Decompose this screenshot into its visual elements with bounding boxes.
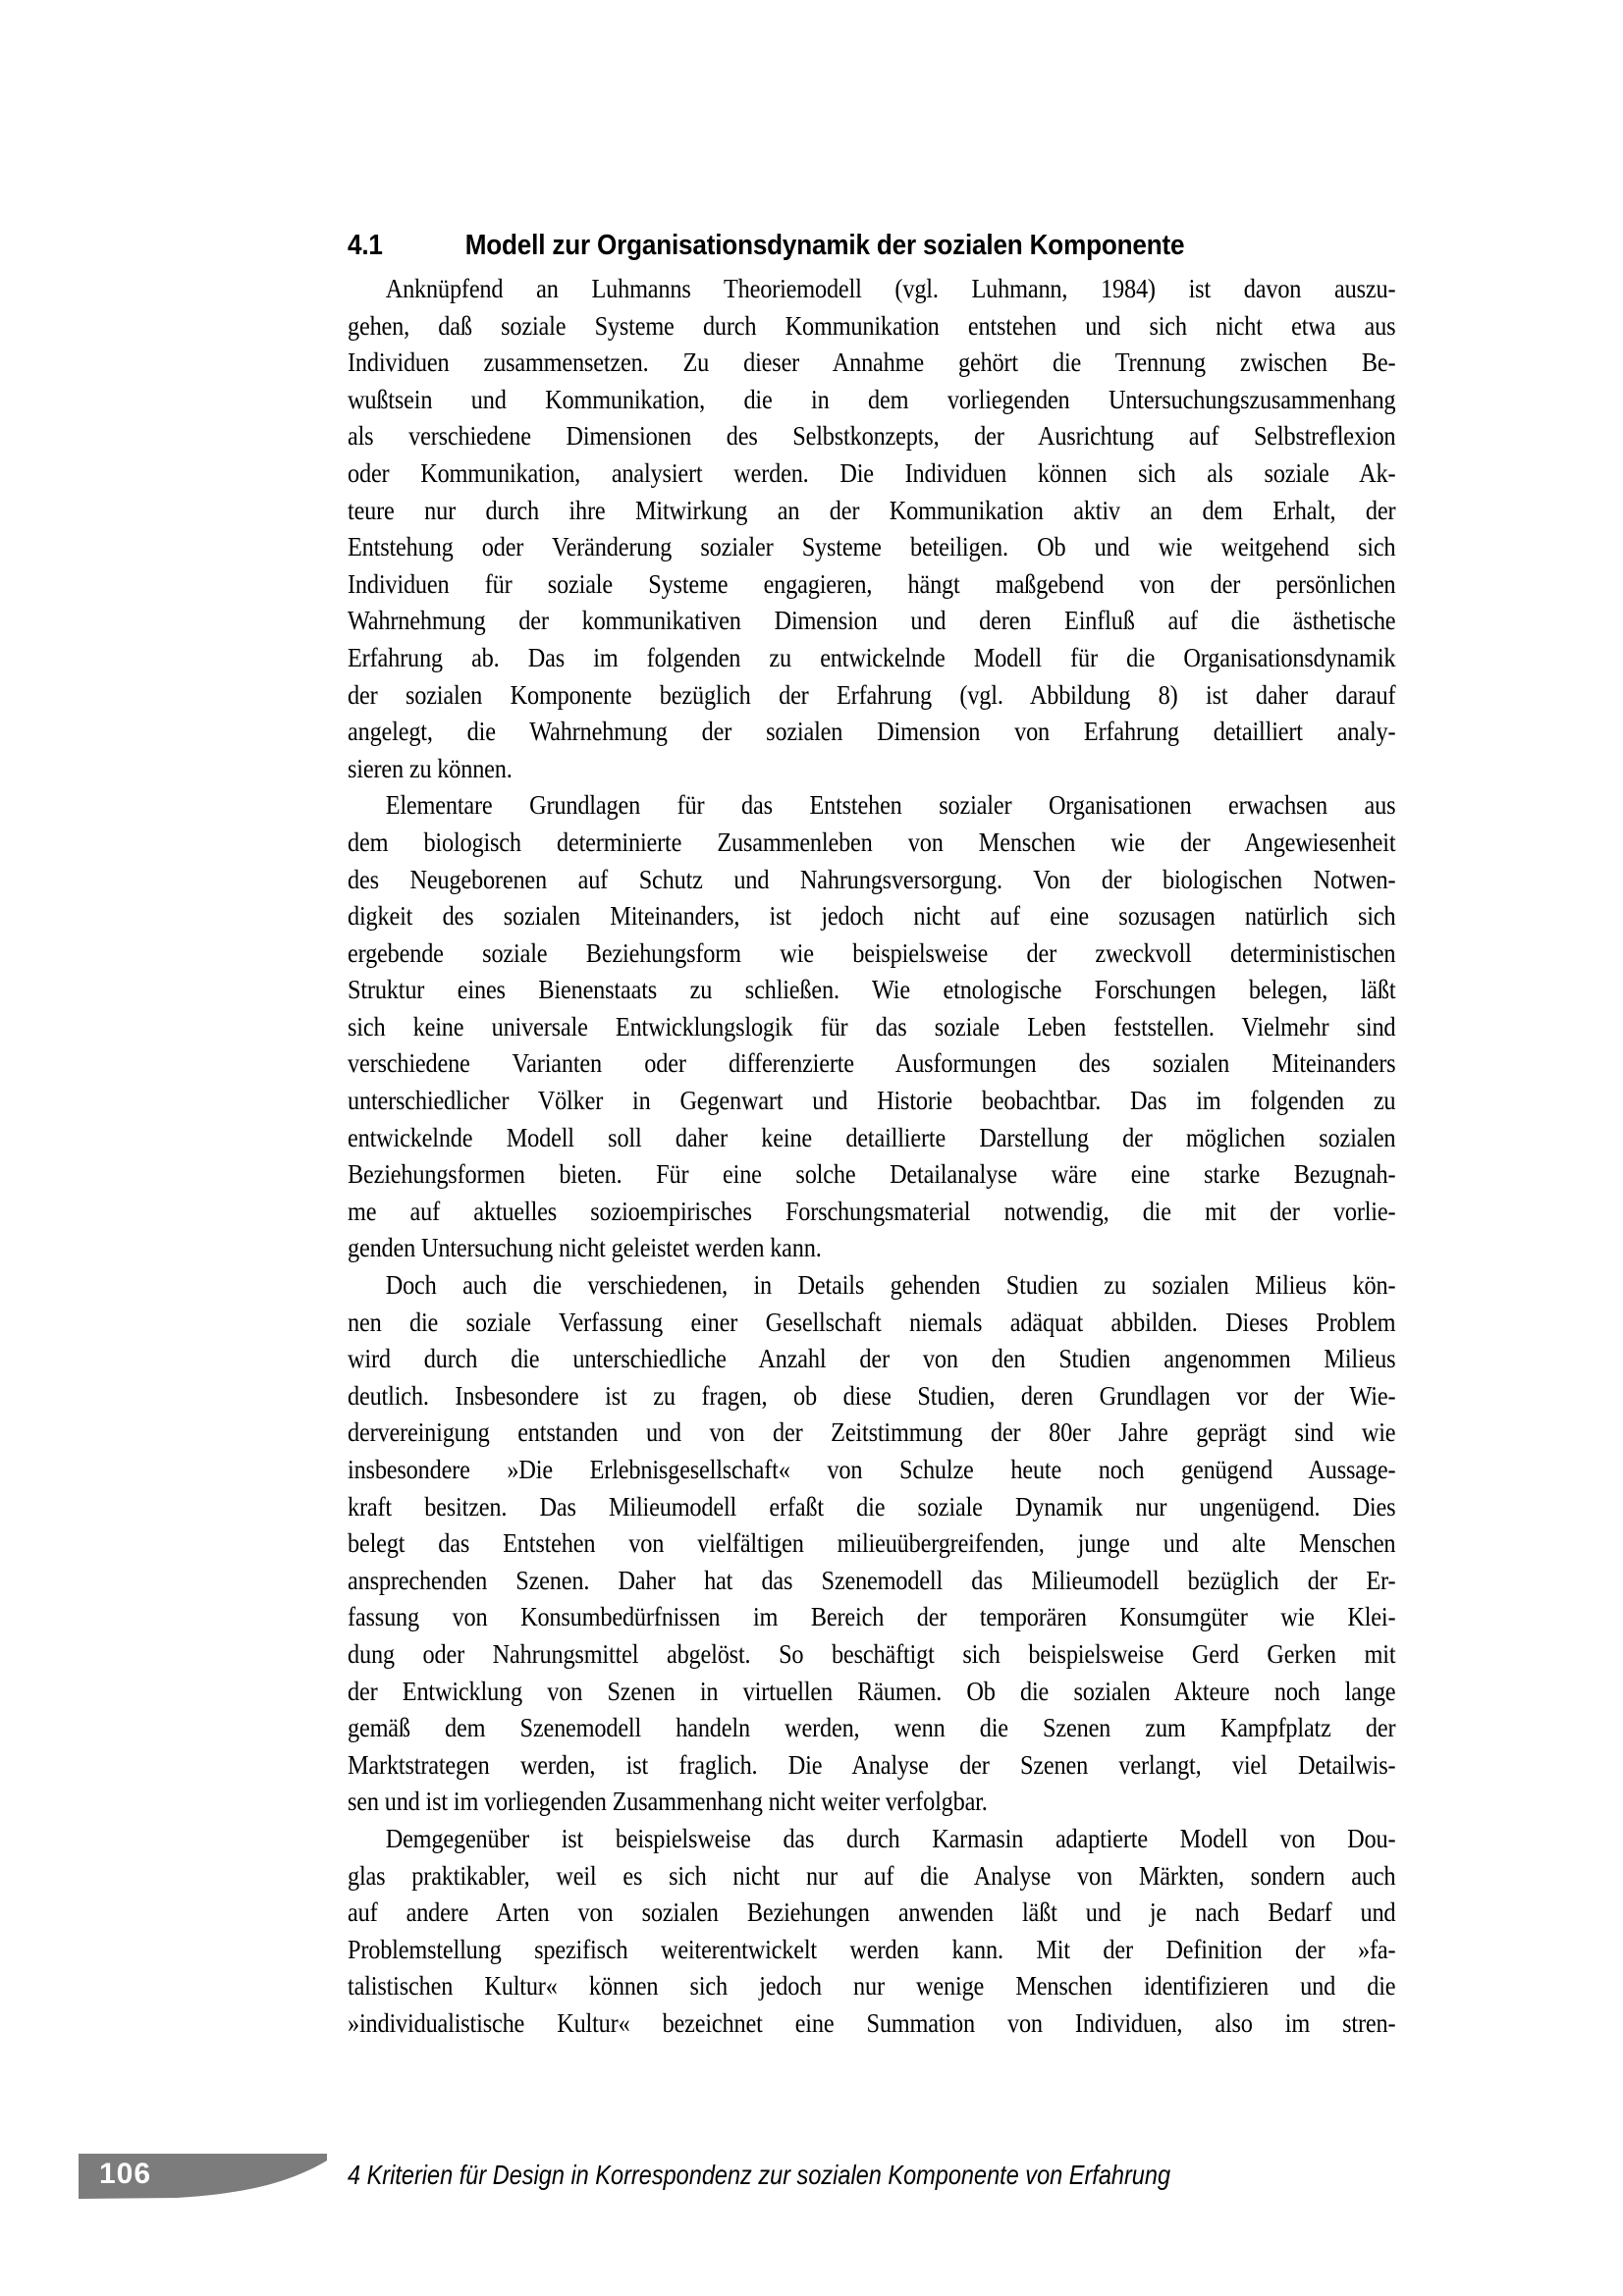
text-line: digkeit des sozialen Miteinanders, ist jedoch nicht auf eine sozusagen natürlich sich	[348, 901, 1396, 932]
text-line: ansprechenden Szenen. Daher hat das Szenemodell das Milieumodell bezüglich der Er-	[348, 1565, 1396, 1595]
text-line: Individuen für soziale Systeme engagieren, hängt maßgebend von der persönlichen	[348, 568, 1396, 599]
text-line: verschiedene Varianten oder differenzierte Ausformungen des sozialen Miteinanders	[348, 1048, 1396, 1079]
text-line: nen die soziale Verfassung einer Gesellschaft niemals adäquat abbilden. Dieses Problem	[348, 1307, 1396, 1337]
text-line: Anknüpfend an Luhmanns Theoriemodell (vgl. Luhmann, 1984) ist davon auszu-	[385, 274, 1396, 303]
text-line: Marktstrategen werden, ist fraglich. Die Analyse der Szenen verlangt, viel Detailwis-	[348, 1749, 1396, 1780]
text-line: Wahrnehmung der kommunikativen Dimension und deren Einfluß auf die ästhetische	[348, 606, 1396, 636]
text-line: Problemstellung spezifisch weiterentwickelt werden kann. Mit der Definition der »fa-	[348, 1934, 1396, 1964]
text-line: kraft besitzen. Das Milieumodell erfaßt die soziale Dynamik nur ungenügend. Dies	[348, 1491, 1396, 1522]
text-line: der sozialen Komponente bezüglich der Erfahrung (vgl. Abbildung 8) ist daher darauf	[348, 679, 1396, 710]
text-line: sen und ist im vorliegenden Zusammenhang nicht weiter verfolgbar.	[348, 1787, 988, 1817]
section-heading	[348, 230, 1390, 262]
text-line: insbesondere »Die Erlebnisgesellschaft« von Schulze heute noch genügend Aussage-	[348, 1455, 1396, 1484]
page-number: 106	[99, 2158, 152, 2190]
text-line: des Neugeborenen auf Schutz und Nahrungsversorgung. Von der biologischen Notwen-	[348, 864, 1396, 894]
section-number: 4.1	[348, 230, 383, 261]
section-title: Modell zur Organisationsdynamik der sozialen Komponente	[464, 230, 1185, 261]
text-line: ergebende soziale Beziehungsform wie beispielsweise der zweckvoll deterministischen	[348, 937, 1396, 968]
text-line: Erfahrung ab. Das im folgenden zu entwickelnde Modell für die Organisationsdynamik	[348, 642, 1396, 672]
text-line: glas praktikabler, weil es sich nicht nur auf die Analyse von Märkten, sondern auch	[348, 1860, 1396, 1891]
text-line: angelegt, die Wahrnehmung der sozialen Dimension von Erfahrung detailliert analy-	[348, 717, 1396, 747]
text-line: belegt das Entstehen von vielfältigen milieuübergreifenden, junge und alte Menschen	[348, 1528, 1396, 1559]
footer-chapter-title: 4 Kriterien für Design in Korrespondenz zur sozialen Komponente von Erfahrung	[348, 2160, 1171, 2190]
text-line: dervereinigung entstanden und von der Zeitstimmung der 80er Jahre geprägt sind wie	[348, 1417, 1396, 1448]
text-line: als verschiedene Dimensionen des Selbstkonzepts, der Ausrichtung auf Selbstreflexion	[348, 421, 1396, 452]
text-line: sieren zu können.	[348, 753, 513, 783]
text-line: Struktur eines Bienenstaats zu schließen. Wie etnologische Forschungen belegen, läßt	[348, 975, 1396, 1005]
text-line: entwickelnde Modell soll daher keine detaillierte Darstellung der möglichen sozialen	[348, 1122, 1396, 1152]
text-line: dem biologisch determinierte Zusammenleben von Menschen wie der Angewiesenheit	[348, 827, 1396, 857]
text-line: der Entwicklung von Szenen in virtuellen Räumen. Ob die sozialen Akteure noch lange	[348, 1676, 1396, 1706]
text-line: Beziehungsformen bieten. Für eine solche Detailanalyse wäre eine starke Bezugnah-	[348, 1159, 1396, 1190]
text-line: Demgegenüber ist beispielsweise das durch Karmasin adaptierte Modell von Dou-	[385, 1823, 1396, 1853]
text-line: Entstehung oder Veränderung sozialer Systeme beteiligen. Ob und wie weitgehend sich	[348, 532, 1396, 562]
body-text	[348, 271, 1395, 2043]
text-line: unterschiedlicher Völker in Gegenwart und Historie beobachtbar. Das im folgenden zu	[348, 1086, 1396, 1116]
text-line: gemäß dem Szenemodell handeln werden, wenn die Szenen zum Kampfplatz der	[348, 1713, 1396, 1743]
text-line: »individualistische Kultur« bezeichnet eine Summation von Individuen, also im stren-	[348, 2007, 1396, 2038]
text-line: fassung von Konsumbedürfnissen im Bereich der temporären Konsumgüter wie Klei-	[348, 1602, 1396, 1632]
text-line: Individuen zusammensetzen. Zu dieser Annahme gehört die Trennung zwischen Be-	[348, 347, 1396, 378]
text-line: oder Kommunikation, analysiert werden. Die Individuen können sich als soziale Ak-	[348, 457, 1396, 488]
text-line: Elementare Grundlagen für das Entstehen sozialer Organisationen erwachsen aus	[385, 790, 1396, 821]
text-line: wußtsein und Kommunikation, die in dem vorliegenden Untersuchungszusammenhang	[348, 384, 1396, 414]
text-line: sich keine universale Entwicklungslogik für das soziale Leben feststellen. Vielmehr sind	[348, 1011, 1396, 1041]
text-line: teure nur durch ihre Mitwirkung an der Kommunikation aktiv an dem Erhalt, der	[348, 495, 1396, 525]
text-line: auf andere Arten von sozialen Beziehungen anwenden läßt und je nach Bedarf und	[348, 1897, 1396, 1928]
text-line: me auf aktuelles sozioempirisches Forschungsmaterial notwendig, die mit der vorlie-	[348, 1196, 1396, 1226]
text-line: deutlich. Insbesondere ist zu fragen, ob diese Studien, deren Grundlagen vor der Wie-	[348, 1380, 1396, 1411]
text-line: wird durch die unterschiedliche Anzahl der von den Studien angenommen Milieus	[348, 1344, 1396, 1374]
text-line: genden Untersuchung nicht geleistet werden kann.	[348, 1233, 822, 1263]
text-line: gehen, daß soziale Systeme durch Kommunikation entstehen und sich nicht etwa aus	[348, 310, 1396, 341]
text-line: dung oder Nahrungsmittel abgelöst. So beschäftigt sich beispielsweise Gerd Gerken mit	[348, 1638, 1396, 1669]
text-line: talistischen Kultur« können sich jedoch nur wenige Menschen identifizieren und die	[348, 1971, 1396, 2002]
text-line: Doch auch die verschiedenen, in Details gehenden Studien zu sozialen Milieus kön-	[385, 1270, 1396, 1301]
